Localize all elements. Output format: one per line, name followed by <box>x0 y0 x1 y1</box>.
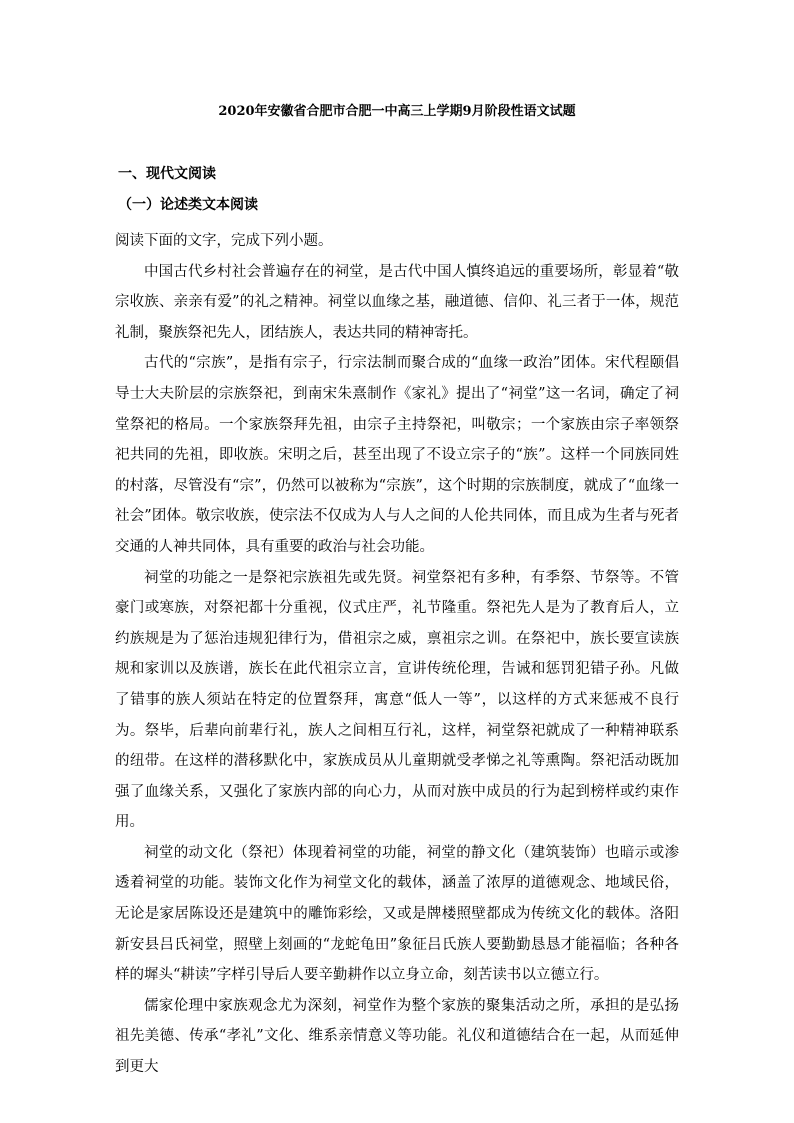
paragraph-2: 古代的“宗族”，是指有宗子，行宗法制而聚合成的“血缘一政治”团体。宋代程颐倡导士大夫阶层的宗族祭祀，到南宋朱熹制作《家礼》提出了“祠堂”这一名词，确定了祠堂祭祀的格局。一个家族祭拜先祖，由宗子主持祭祀，叫敬宗；一个家族由宗子率领祭祀共同的先祖，即收族。宋明之后，甚至出现了不设立宗子的“族”。这样一个同族同姓的村落，尽管没有“宗”，仍然可以被称为“宗族”，这个时期的宗族制度，就成了“血缘一社会”团体。敬宗收族，使宗法不仅成为人与人之间的人伦共同体，而且成为生者与死者交通的人神共同体，具有重要的政治与社会功能。 <box>115 355 679 555</box>
article-body <box>115 226 679 1083</box>
subsection-heading: （一）论述类文本阅读 <box>118 197 258 213</box>
page-title: 2020年安徽省合肥市合肥一中高三上学期9月阶段性语文试题 <box>218 104 576 119</box>
paragraph-5: 儒家伦理中家族观念尤为深刻，祠堂作为整个家族的聚集活动之所，承担的是弘扬祖先美德、传承“孝礼”文化、维系亲情意义等功能。礼仪和道德结合在一起，从而延伸到更大 <box>115 997 679 1076</box>
instruction-text: 阅读下面的文字，完成下列小题。 <box>115 233 333 249</box>
paragraph-1: 中国古代乡村社会普遍存在的祠堂，是古代中国人慎终追远的重要场所，彰显着“敬宗收族、亲亲有爱”的礼之精神。祠堂以血缘之基，融道德、信仰、礼三者于一体，规范礼制，聚族祭祀先人，团结族人，表达共同的精神寄托。 <box>115 263 679 341</box>
section-heading: 一、现代文阅读 <box>118 166 216 182</box>
paragraph-4: 祠堂的动文化（祭祀）体现着祠堂的功能，祠堂的静文化（建筑装饰）也暗示或渗透着祠堂的功能。装饰文化作为祠堂文化的载体，涵盖了浓厚的道德观念、地域民俗，无论是家居陈设还是建筑中的雕饰彩绘，又或是牌楼照壁都成为传统文化的载体。洛阳新安县吕氏祠堂，照壁上刻画的“龙蛇龟田”象征吕氏族人要勤勤恳恳才能福临；各种各样的墀头“耕读”字样引导后人要辛勤耕作以立身立命，刻苦读书以立德立行。 <box>115 844 679 984</box>
paragraph-3: 祠堂的功能之一是祭祀宗族祖先或先贤。祠堂祭祀有多种，有季祭、节祭等。不管豪门或寒族，对祭祀都十分重视，仪式庄严，礼节隆重。祭祀先人是为了教育后人，立约族规是为了惩治违规犯律行为，借祖宗之威，禀祖宗之训。在祭祀中，族长要宣读族规和家训以及族谱，族长在此代祖宗立言，宣讲传统伦理，告诫和惩罚犯错子孙。凡做了错事的族人须站在特定的位置祭拜，寓意“低人一等”，以这样的方式来惩戒不良行为。祭毕，后辈向前辈行礼，族人之间相互行礼，这样，祠堂祭祀就成了一种精神联系的纽带。在这样的潜移默化中，家族成员从儿童期就受孝悌之礼等熏陶。祭祀活动既加强了血缘关系，又强化了家族内部的向心力，从而对族中成员的行为起到榜样或约束作用。 <box>115 569 679 831</box>
